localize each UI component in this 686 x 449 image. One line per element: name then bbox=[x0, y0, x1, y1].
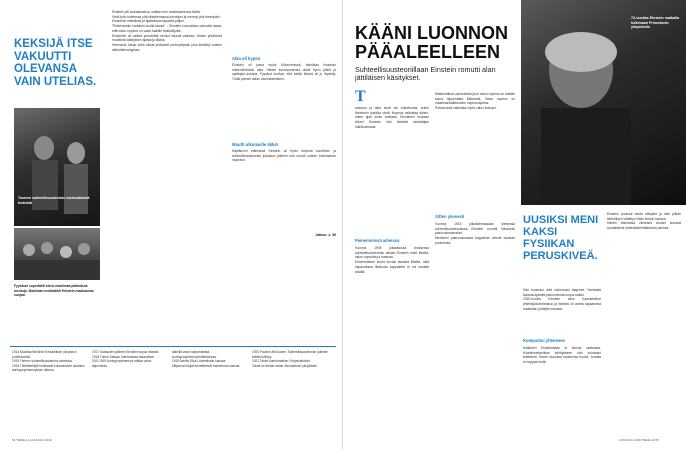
footer-right: LOKAKUU 2019 TIEDE 11 55 bbox=[619, 438, 659, 442]
portrait-silhouette-icon bbox=[521, 0, 686, 205]
right-col1-text-2: Vuonna 1905 julkaistussa teoksessa suhteellisuusteorian aikaan Einstein tutkii liikettä, valon nopeutta ja massaa. Ensimmäinen teoria kuvasi tasaista liikettä, mitä vapaudessa liikkuvaa kappaletta ei voi havaita sisältä. bbox=[355, 246, 429, 274]
photo2-caption: Fyysikan supertähti kiersi maailmaa pitämässä luentoja. Maailman mediatähti Einstein maahaansa suojasi bbox=[14, 284, 94, 297]
right-col2-text-2: Vuonna 1915 julkaisemassaan yleisessä suhteellisuusteoriassa Einstein romutti Newtonin painovoimateorian. Newtonin painovoimassa kappaleet vetivät toisiaan puoleensa. bbox=[435, 222, 515, 245]
right-col3-text: Hän huomasi, että universumi laajenee. Vanhasta tavasta ajatella painovoimaa luopui kaikki. 1920-luvulla Einstein toimi Kansainliiton yhteistyökomiteassa ja hänellä oli useita tapaamisia maailman johtajien kanssa. bbox=[523, 288, 601, 311]
jatkuu-link[interactable]: Jatkuu: s. 56 bbox=[315, 232, 336, 237]
timeline-col-3: säteillä valon taipumisesta. Auringonpimennysmittauksissa. 1919 Avioitu Elsa Löwenthalin kanssa. Miljoonat lukijat ihmettelevät maineensa kasvua. bbox=[172, 350, 241, 368]
timeline-col-4: 1920 Pauline äiti kuolee. Suhteellisuusteorian julkinen kritiikki kiihtyy. 1921 Tekee luentomatkan Yhdysvaltoihin. Toivat ne keräsi rahaa Jerusalemin yliopistolle. bbox=[252, 350, 329, 368]
heading-aika-oli-kypsa: Aika oli kypsä bbox=[232, 56, 260, 61]
heading-kompastui: Kompastui yhteiseen bbox=[523, 338, 566, 343]
heading-muutti-ulkomaille: Muutti ulkomaille äkkiä bbox=[232, 141, 278, 147]
deck: Suhteellisuusteoriillaan Einstein romutti alan jättiläisen käsitykset. bbox=[355, 65, 496, 83]
main-title: KÄÄNI LUONNON PÄÄALEELLEEN bbox=[355, 23, 508, 62]
left-col3 bbox=[232, 10, 336, 340]
right-col2-text: Matematiikan perusteella juuri valon nopeus on kaikille sama riippumatta liikkeestä. Valon nopeus on maailmankaikkeuden nopeusrajoitus. Painovoima vaikuttaa myös valon kulkuun. bbox=[435, 92, 515, 111]
photo-einstein-portrait bbox=[521, 0, 686, 205]
pull-quote: UUSIKSI MENI KAKSI FYSIIKAN PERUSKIVEÄ. bbox=[523, 214, 599, 262]
left-col2-text: Einstein piti sulkaakseksa, vaikkei erin omaisuuteensa lisätä. Vielä työn kokeessa yhä taistelemassa luentojen ja mennyt yhä eteenpäin. Einsteinin elämässä ja ajattelussa tapahtui paljon. "Rotterdamin harkitsin kuulla taivas" – Einstein vuorostaan perusteli asiaa, että valon nopeus on vakio kaikille tarkkailijoille. Einsteinin oli vaikea ymmärtää nerous tekevä vaikeaa. Hänen yhtälönsä muuttivat käsityksen ajasta ja tilasta. Hermanni Jakob sekä oliivat johtaneet perheyritystä; joka keskittyi uuteen sähköteknologiaan. bbox=[112, 10, 222, 52]
timeline-col-1: 1914 Muuttaa Berliiniin Keisarillisen yliopiston professoriksi. 1915 Yleinen suhteellisuusteoria valmistuu. 1919 Tähtitieteilijät todistavat ennustuksen oikeaksi auringonpimennyksen aikana. bbox=[12, 350, 85, 373]
heading-sitten-yleisesti: Sitten yleisesti bbox=[435, 214, 465, 219]
col3-text-1: Einstein oli jossa myös Münchenissä, tekniikan historian mielenkiintoisin aika. Hänen kouluvuotensa olivat hyvin pitkiä ja opettajat ankaria. Fyysikot luulivat, että kaikki tärkeä oli jo löydetty. Tuhat pienen asian varmistamiseen. bbox=[232, 63, 336, 82]
photo1-caption: Tuoreen suhteellisuusteorian ensimmäisistä testeistä bbox=[18, 196, 90, 205]
crowd-figures-icon bbox=[14, 228, 100, 280]
portrait-caption: 72-vuotias Einstein matkalla tutkimaan Princetonin yliopistolle. bbox=[631, 16, 680, 29]
right-col3-text-2: Kaikkeen Einsteinkaan ei tiennyt vastausta. Kvanttimekaniikan kehitykseen hän suhtautui kriittisesti. Hänen kuuluisa lauseensa kuului: Jumala ei noppaa heitä. bbox=[523, 346, 601, 365]
photo-crowd bbox=[14, 228, 100, 280]
photo-einstein-professors bbox=[14, 108, 100, 226]
right-col1-text: avaruus ja aika eivät ole ehdottomia, kuten Newtonin fysiikka oletti. Nopeus vaikuttaa siihen, miten ajan kulku koetaan. Einsteinin mukaan Albert Einstein teki tiedettä tarkkailijan näkökulmasta. bbox=[355, 106, 429, 129]
dropcap: T bbox=[355, 88, 366, 105]
col3-text-2: Käytännön elämässä Einstein oli hyvin helposti surullinen ja suhteellisuusteorian julkaisun jälkeen hän muutti uuteen kotimaahan nopeasti. bbox=[232, 148, 336, 163]
timeline-col-2: 1917 Sairauden jälkeen Einstein toipuu hitaasti. 1918 Tukee Saksan toiminnassa tasavaltaa. 29.5.1919 Auringonpimennys mittaa valon taipumista. bbox=[92, 350, 160, 368]
right-page bbox=[343, 0, 686, 449]
timeline-rule bbox=[10, 346, 336, 347]
footer-left: 54 TIEDE 11 LOKAKUU 2019 bbox=[12, 438, 52, 442]
photo-figures-icon bbox=[14, 108, 100, 226]
quote-headline: KEKSIJÄ ITSE VAKUUTTI OLEVANSA VAIN UTELIAS. bbox=[14, 38, 97, 88]
heading-pienemmissa: Pienemmissä aiheissa bbox=[355, 238, 400, 243]
right-col4-text: Einstein puolusti muita tutkijoita ja kävi pitkän tieteellisen väittelyn Niels Bohrin kanssa. Hänen elämänsä viimeiset vuodet kuluivat rauhallisesti yhtenäiskenttäteorian parissa. bbox=[607, 212, 681, 231]
